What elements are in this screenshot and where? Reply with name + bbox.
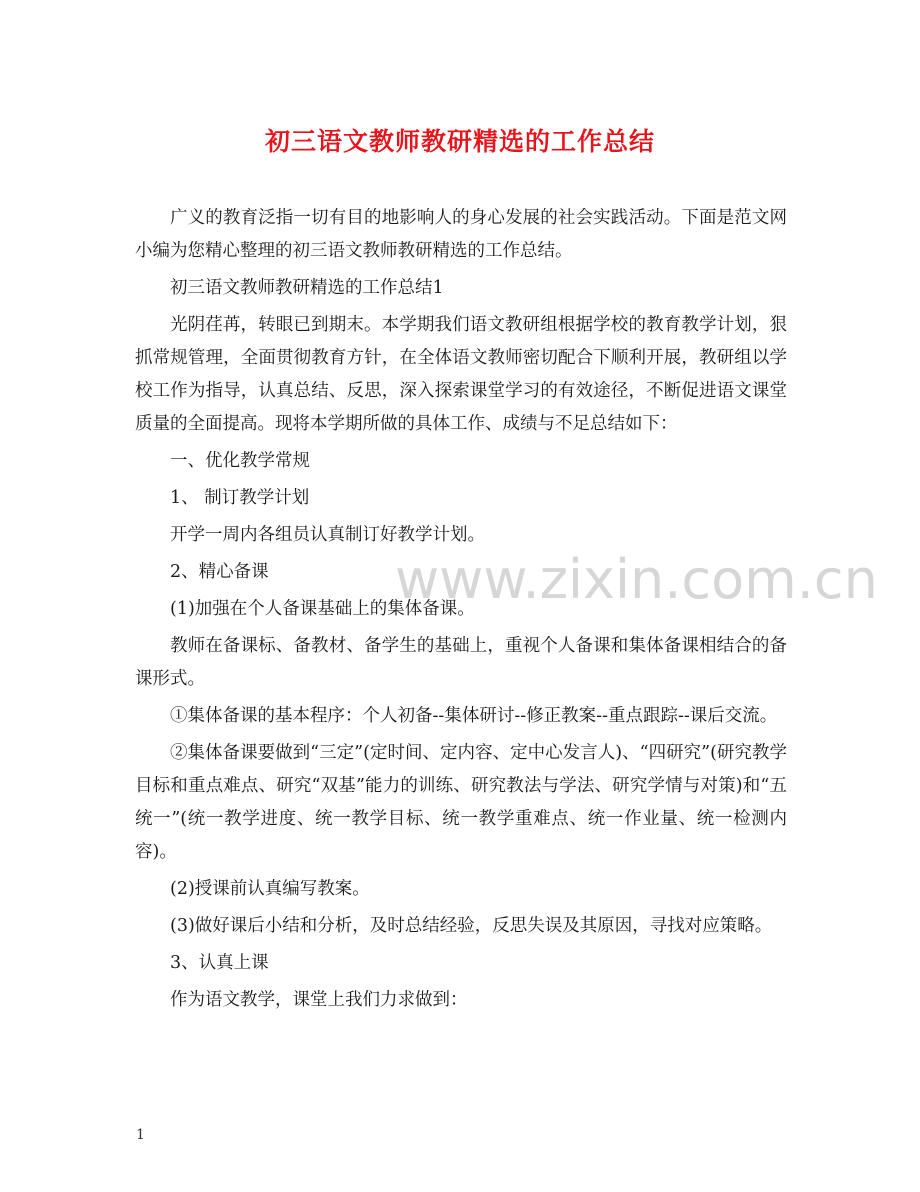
paragraph-lesson-plan: (2)授课前认真编写教案。 bbox=[170, 879, 370, 899]
document-title: 初三语文教师教研精选的工作总结 bbox=[264, 127, 655, 156]
paragraph-summary: 光阴荏苒，转眼已到期末。本学期我们语文教研组根据学校的教育教学计划，狠抓常规管理，全面贯彻教育方针，在全体语文教师密切配合下顺利开展，教研组以学校工作为指导，认真总结、反思，深入探索课堂学习的有效途径，不断促进语文课堂质量的全面提高。现将本学期所做的具体工作、成绩与不足总结如下： bbox=[135, 315, 787, 434]
page-number: 1 bbox=[136, 1127, 145, 1143]
paragraph-reflection: (3)做好课后小结和分析，及时总结经验，反思失误及其原因，寻找对应策略。 bbox=[170, 916, 773, 936]
paragraph-intro: 广义的教育泛指一切有目的地影响人的身心发展的社会实践活动。下面是范文网小编为您精心整理的初三语文教师教研精选的工作总结。 bbox=[135, 208, 787, 261]
paragraph-procedure: ①集体备课的基本程序：个人初备--集体研讨--修正教案--重点跟踪--课后交流。 bbox=[170, 706, 778, 726]
paragraph-item-2: 2、精心备课 bbox=[170, 562, 269, 582]
paragraph-item-3: 3、认真上课 bbox=[170, 953, 269, 973]
paragraph-subtitle: 初三语文教师教研精选的工作总结1 bbox=[170, 278, 444, 298]
paragraph-section-1: 一、优化教学常规 bbox=[170, 451, 310, 471]
paragraph-prep-form: 教师在备课标、备教材、备学生的基础上，重视个人备课和集体备课相结合的备课形式。 bbox=[135, 636, 787, 689]
paragraph-item-1: 1、 制订教学计划 bbox=[170, 488, 310, 508]
paragraph-collective-prep: (1)加强在个人备课基础上的集体备课。 bbox=[170, 599, 475, 619]
paragraph-plan: 开学一周内各组员认真制订好教学计划。 bbox=[170, 525, 485, 545]
paragraph-requirements: ②集体备课要做到“三定”(定时间、定内容、定中心发言人)、“四研究”(研究教学目标和重点难点、研究“双基”能力的训练、研究教法与学法、研究学情与对策)和“五统一”(统一教学进度、统一教学目标、统一教学重难点、统一作业量、统一检测内容)。 bbox=[135, 743, 787, 862]
paragraph-classroom: 作为语文教学，课堂上我们力求做到： bbox=[170, 990, 468, 1010]
watermark: www.zixin.com.cn bbox=[395, 548, 878, 611]
